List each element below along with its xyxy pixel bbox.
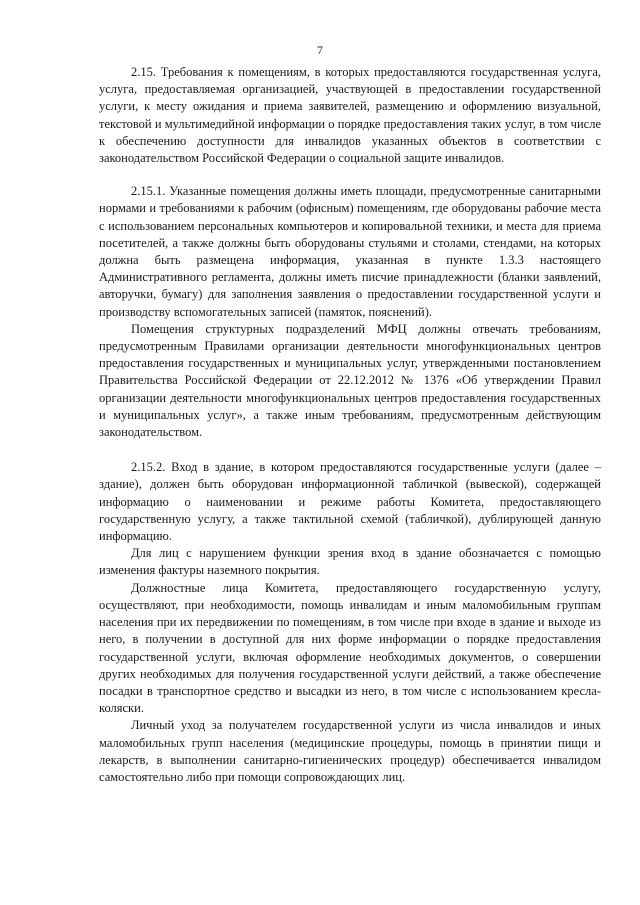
paragraph-officials-assistance: Должностные лица Комитета, предоставляющего государственную услугу, осуществляют, при необходимости, помощь инвалидам и иным маломобильным группам населения при их передвижении по помещениям, в том числе при входе в здание и выходе из него, в получении в доступной для них форме информации о порядке предоставления государственной услуги, включая оформление необходимых документов, о совершении других необходимых для получения государственной услуги действий, а также обеспечение посадки в транспортное средство и высадки из него, в том числе с использованием кресла-коляски. [99, 580, 601, 716]
paragraph-2-15-1: 2.15.1. Указанные помещения должны иметь площади, предусмотренные санитарными нормами и требованиями к рабочим (офисным) помещениям, где оборудованы рабочие места с использованием персональных компьютеров и копировальной техники, и места для приема посетителей, а также должны быть оборудованы стульями и столами, стендами, на которых должна быть размещена информация, указанная в пункте 1.3.3 настоящего Административного регламента, должны иметь писчие принадлежности (бланки заявлений, авторучки, бумагу) для заполнения заявления о предоставлении государственной услуги и производству вспомогательных записей (памяток, пояснений). [99, 184, 601, 319]
page-number: 7 [317, 43, 323, 57]
paragraph-personal-care: Личный уход за получателем государственной услуги из числа инвалидов и иных маломобильных групп населения (медицинские процедуры, помощь в принятии пищи и лекарств, в выполнении санитарно-гигиенических процедур) обеспечивается инвалидом самостоятельно либо при помощи сопровождающих лиц. [99, 718, 601, 784]
paragraph-mfc-premises: Помещения структурных подразделений МФЦ должны отвечать требованиям, предусмотренным Правилами организации деятельности многофункциональных центров предоставления государственных и муниципальных услуг, утвержденными постановлением Правительства Российской Федерации от 22.12.2012 № 1376 «Об утверждении Правил организации деятельности многофункциональных центров предоставления государственных и муниципальных услуг», а также иным требованиям, предусмотренным действующим законодательством. [99, 321, 601, 440]
paragraph-2-15: 2.15. Требования к помещениям, в которых предоставляются государственная услуга, услуга, предоставляемая организацией, участвующей в предоставлении государственной услуги, к месту ожидания и приема заявителей, размещению и оформлению визуальной, текстовой и мультимедийной информации о порядке предоставления таких услуг, в том числе к обеспечению доступности для инвалидов указанных объектов в соответствии с законодательством Российской Федерации о социальной защите инвалидов. [99, 65, 601, 166]
paragraph-2-15-2: 2.15.2. Вход в здание, в котором предоставляются государственные услуги (далее – здание), должен быть оборудован информационной табличкой (вывеской), содержащей информацию о наименовании и режиме работы Комитета, предоставляющего государственную услугу, а также тактильной схемой (табличкой), дублирующей данную информацию. [99, 460, 601, 544]
paragraph-vision-impaired: Для лиц с нарушением функции зрения вход в здание обозначается с помощью изменения фактуры наземного покрытия. [99, 546, 601, 578]
document-body [99, 64, 601, 786]
